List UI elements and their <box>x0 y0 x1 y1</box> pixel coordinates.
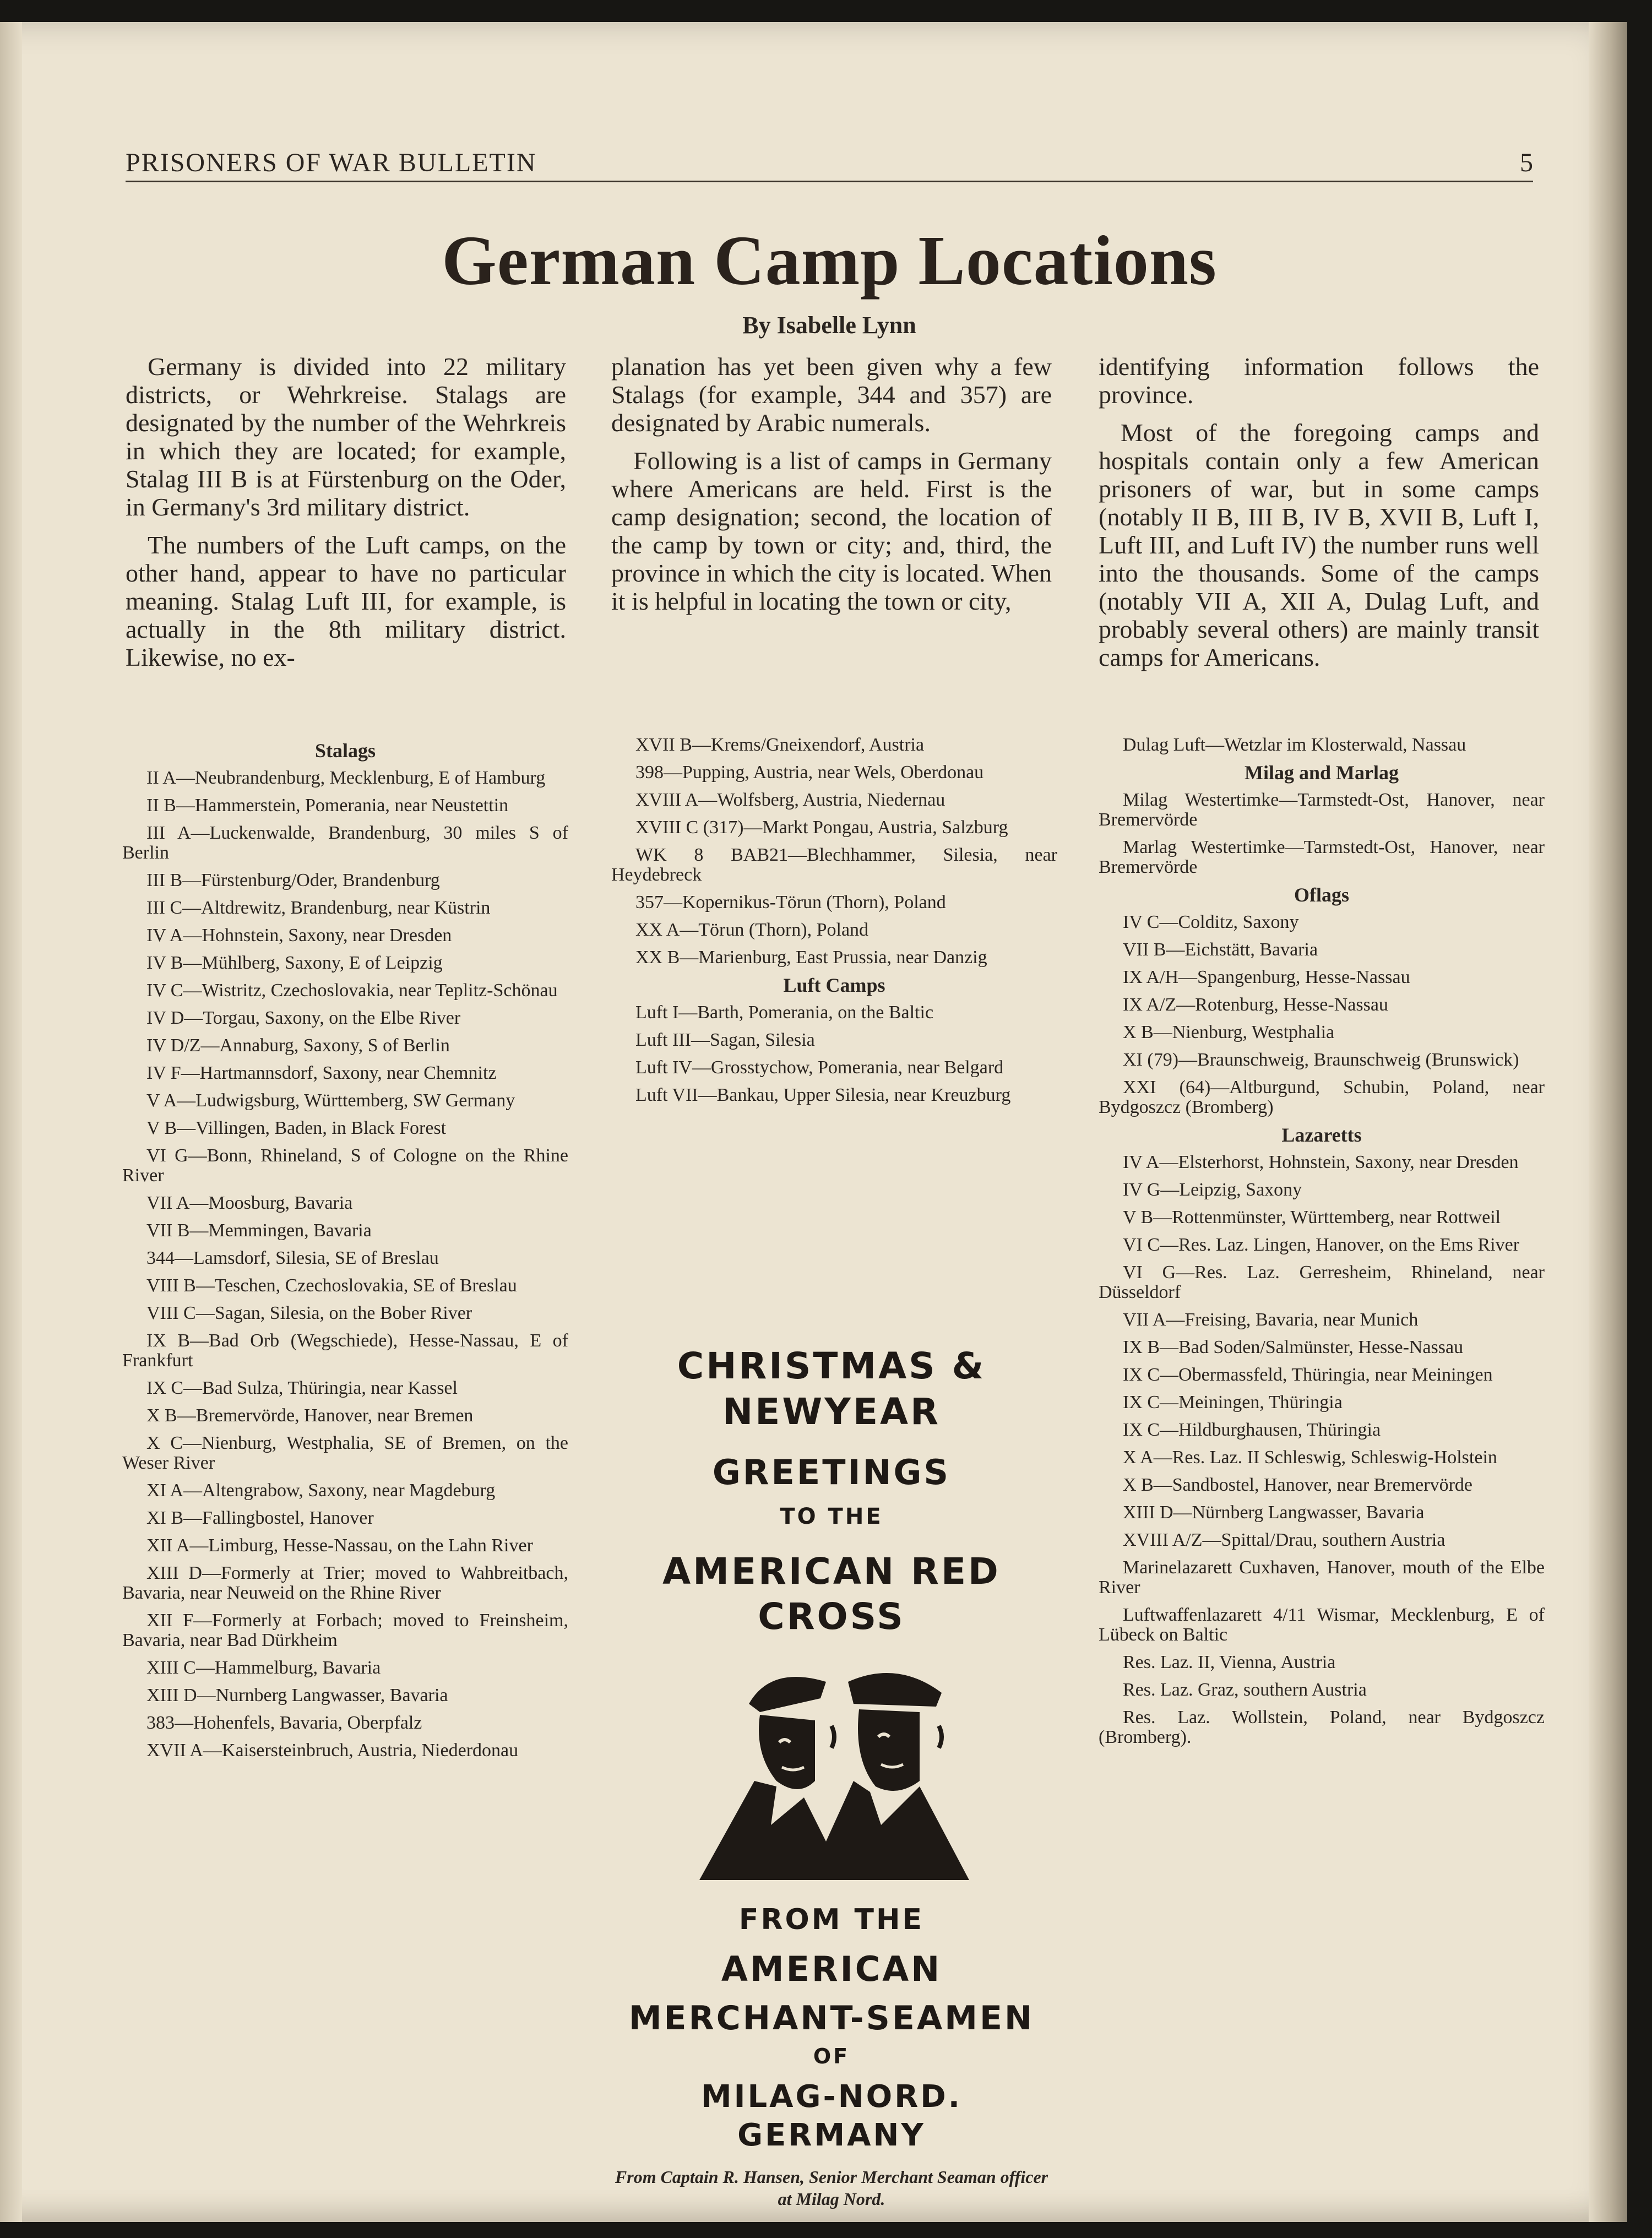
list-heading: Luft Camps <box>783 974 885 996</box>
greeting-advertisement <box>611 1344 1052 2210</box>
camp-entry: VII B—Eichstätt, Bavaria <box>1123 939 1318 960</box>
camp-entry: Dulag Luft—Wetzlar im Klosterwald, Nassau <box>1123 735 1466 755</box>
ad-line: CHRISTMAS & NEWYEAR <box>677 1345 986 1433</box>
camp-entry: Marinelazarett Cuxhaven, Hanover, mouth of the Elbe River <box>1099 1557 1545 1598</box>
camp-entry: XI (79)—Braunschweig, Braunschweig (Brunswick) <box>1123 1050 1519 1070</box>
camp-entry: VIII C—Sagan, Silesia, on the Bober River <box>146 1303 472 1323</box>
camp-entry: 383—Hohenfels, Bavaria, Oberpfalz <box>146 1713 422 1733</box>
intro-paragraph: Following is a list of camps in Germany where Americans are held. First is the camp designation; second, the location of the camp by town or city; and, third, the province in which the city is located. When it is helpful in locating the town or city, <box>611 447 1052 615</box>
intro-paragraph: Germany is divided into 22 military districts, or Wehrkreise. Stalags are designated by the number of the Wehrkreis in which they are located; for example, Stalag III B is at Fürstenburg on the Oder, in Germany's 3rd military district. <box>126 352 566 521</box>
camp-entry: Luft III—Sagan, Silesia <box>635 1030 815 1050</box>
list-heading: Lazaretts <box>1281 1124 1362 1146</box>
page-gutter <box>0 22 22 2222</box>
camp-entry: VI G—Bonn, Rhineland, S of Cologne on the Rhine River <box>122 1145 568 1186</box>
camp-entry: V A—Ludwigsburg, Württemberg, SW Germany <box>146 1090 515 1111</box>
camp-entry: VII B—Memmingen, Bavaria <box>146 1220 372 1241</box>
bulletin-page <box>0 22 1627 2222</box>
two-sailors-illustration <box>688 1660 975 1880</box>
dulag-oflag-lazarett-list <box>1099 735 1545 1755</box>
ad-line: TO THE <box>780 1503 883 1529</box>
camp-entry: Res. Laz. Graz, southern Austria <box>1123 1680 1367 1700</box>
list-heading: Stalags <box>314 740 376 762</box>
camp-entry: V B—Villingen, Baden, in Black Forest <box>146 1118 447 1138</box>
camp-entry: IX C—Meiningen, Thüringia <box>1123 1392 1343 1413</box>
intro-paragraph: Most of the foregoing camps and hospitals contain only a few American prisoners of war, but in some camps (notably II B, III B, IV B, XVII B, Luft I, Luft III, and Luft IV) the number runs well into the thousands. Some of the camps (notably VII A, XII A, Dulag Luft, and probably several others) are mainly transit camps for Americans. <box>1099 419 1539 671</box>
camp-entry: Luft VII—Bankau, Upper Silesia, near Kreuzburg <box>635 1085 1011 1105</box>
camp-entry: VI G—Res. Laz. Gerresheim, Rhineland, near Düsseldorf <box>1099 1262 1545 1302</box>
camp-entry: IV B—Mühlberg, Saxony, E of Leipzig <box>146 953 443 973</box>
camp-entry: XVIII C (317)—Markt Pongau, Austria, Salzburg <box>635 817 1008 838</box>
intro-paragraph: planation has yet been given why a few Stalags (for example, 344 and 357) are designated by Arabic numerals. <box>611 352 1052 437</box>
running-title: PRISONERS OF WAR BULLETIN <box>126 148 537 177</box>
camp-entry: VII A—Freising, Bavaria, near Munich <box>1123 1310 1419 1330</box>
camp-entry: VII A—Moosburg, Bavaria <box>146 1193 353 1213</box>
camp-entry: XVIII A/Z—Spittal/Drau, southern Austria <box>1123 1530 1446 1550</box>
camp-entry: 357—Kopernikus-Törun (Thorn), Poland <box>635 892 946 912</box>
camp-entry: XX B—Marienburg, East Prussia, near Danzig <box>635 947 987 968</box>
camp-entry: Luft IV—Grosstychow, Pomerania, near Belgard <box>635 1057 1004 1078</box>
ad-line: GREETINGS <box>712 1452 951 1492</box>
camp-entry: 398—Pupping, Austria, near Wels, Oberdonau <box>635 762 984 783</box>
camp-entry: WK 8 BAB21—Blechhammer, Silesia, near Heydebreck <box>611 845 1057 885</box>
camp-entry: XI B—Fallingbostel, Hanover <box>146 1508 374 1528</box>
list-heading: Oflags <box>1294 884 1349 906</box>
ad-line: MERCHANT-SEAMEN <box>628 1999 1035 2038</box>
camp-entry: Res. Laz. II, Vienna, Austria <box>1123 1652 1336 1672</box>
camp-entry: III C—Altdrewitz, Brandenburg, near Küstrin <box>146 898 491 918</box>
camp-entry: XII A—Limburg, Hesse-Nassau, on the Lahn River <box>146 1535 533 1556</box>
camp-entry: Luftwaffenlazarett 4/11 Wismar, Mecklenburg, E of Lübeck on Baltic <box>1099 1605 1545 1645</box>
ad-line: OF <box>813 2044 850 2068</box>
camp-entry: XVIII A—Wolfsberg, Austria, Niedernau <box>635 790 945 810</box>
intro-column-1 <box>126 352 566 681</box>
camp-entry: IV G—Leipzig, Saxony <box>1123 1180 1302 1200</box>
stalags-list <box>122 735 568 1768</box>
camp-entry: XXI (64)—Altburgund, Schubin, Poland, near Bydgoszcz (Bromberg) <box>1099 1077 1545 1117</box>
camp-entry: IV A—Elsterhorst, Hohnstein, Saxony, near Dresden <box>1123 1152 1519 1172</box>
camp-entry: Res. Laz. Wollstein, Poland, near Bydgoszcz (Bromberg). <box>1099 1707 1545 1747</box>
camp-entry: III B—Fürstenburg/Oder, Brandenburg <box>146 870 440 890</box>
camp-entry: II A—Neubrandenburg, Mecklenburg, E of Hamburg <box>146 768 546 788</box>
camp-entry: X C—Nienburg, Westphalia, SE of Bremen, on the Weser River <box>122 1433 568 1473</box>
camp-entry: IX C—Obermassfeld, Thüringia, near Meiningen <box>1123 1365 1493 1385</box>
camp-entry: X A—Res. Laz. II Schleswig, Schleswig-Holstein <box>1123 1447 1497 1468</box>
camp-entry: XIII D—Formerly at Trier; moved to Wahbreitbach, Bavaria, near Neuweid on the Rhine River <box>122 1563 568 1603</box>
camp-entry: XI A—Altengrabow, Saxony, near Magdeburg <box>146 1480 496 1501</box>
stalags-luft-list <box>611 735 1057 1113</box>
camp-entry: X B—Sandbostel, Hanover, near Bremervörde <box>1123 1475 1473 1495</box>
camp-entry: XIII D—Nürnberg Langwasser, Bavaria <box>1123 1502 1425 1523</box>
camp-entry: Luft I—Barth, Pomerania, on the Baltic <box>635 1002 934 1023</box>
camp-entry: Marlag Westertimke—Tarmstedt-Ost, Hanover, near Bremervörde <box>1099 837 1545 877</box>
camp-entry: X B—Bremervörde, Hanover, near Bremen <box>146 1405 474 1426</box>
camp-entry: IV D/Z—Annaburg, Saxony, S of Berlin <box>146 1035 450 1056</box>
camp-entry: XII F—Formerly at Forbach; moved to Freinsheim, Bavaria, near Bad Dürkheim <box>122 1610 568 1650</box>
camp-entry: XVII A—Kaisersteinbruch, Austria, Niederdonau <box>146 1740 519 1761</box>
camp-entry: IV D—Torgau, Saxony, on the Elbe River <box>146 1008 461 1028</box>
camp-entry: IV C—Wistritz, Czechoslovakia, near Teplitz-Schönau <box>146 980 558 1001</box>
intro-column-2 <box>611 352 1052 625</box>
intro-paragraph: identifying information follows the province. <box>1099 352 1539 409</box>
ad-line: FROM THE <box>738 1903 925 1936</box>
camp-entry: III A—Luckenwalde, Brandenburg, 30 miles S of Berlin <box>122 823 568 863</box>
intro-paragraph: The numbers of the Luft camps, on the other hand, appear to have no particular meaning. Stalag Luft III, for example, is actually in the 8th military district. Likewise, no ex- <box>126 531 566 671</box>
intro-column-3 <box>1099 352 1539 681</box>
page-edge-shadow <box>1589 22 1627 2222</box>
ad-line: MILAG-NORD. GERMANY <box>700 2078 963 2153</box>
camp-entry: 344—Lamsdorf, Silesia, SE of Breslau <box>146 1248 439 1268</box>
camp-entry: V B—Rottenmünster, Württemberg, near Rottweil <box>1123 1207 1501 1227</box>
camp-entry: Milag Westertimke—Tarmstedt-Ost, Hanover, near Bremervörde <box>1099 790 1545 830</box>
camp-entry: IV A—Hohnstein, Saxony, near Dresden <box>146 925 452 946</box>
camp-entry: IX C—Bad Sulza, Thüringia, near Kassel <box>146 1378 458 1398</box>
camp-entry: IX B—Bad Orb (Wegschiede), Hesse-Nassau, E of Frankfurt <box>122 1330 568 1371</box>
camp-entry: X B—Nienburg, Westphalia <box>1123 1022 1335 1042</box>
article-byline: By Isabelle Lynn <box>742 312 916 339</box>
camp-entry: VIII B—Teschen, Czechoslovakia, SE of Breslau <box>146 1275 517 1296</box>
camp-entry: IX C—Hildburghausen, Thüringia <box>1123 1420 1381 1440</box>
camp-entry: IV F—Hartmannsdorf, Saxony, near Chemnitz <box>146 1063 497 1083</box>
camp-entry: VI C—Res. Laz. Lingen, Hanover, on the Ems River <box>1123 1235 1520 1255</box>
camp-entry: XVII B—Krems/Gneixendorf, Austria <box>635 735 925 755</box>
ad-line: AMERICAN <box>721 1948 942 1989</box>
camp-entry: XIII C—Hammelburg, Bavaria <box>146 1658 381 1678</box>
camp-entry: XX A—Törun (Thorn), Poland <box>635 920 869 940</box>
page-number: 5 <box>1520 148 1533 177</box>
camp-entry: II B—Hammerstein, Pomerania, near Neustettin <box>146 795 509 816</box>
article-title: German Camp Locations <box>442 221 1217 300</box>
camp-entry: XIII D—Nurnberg Langwasser, Bavaria <box>146 1685 448 1705</box>
page-header <box>126 148 1533 182</box>
ad-credit: From Captain R. Hansen, Senior Merchant Seaman officer at Milag Nord. <box>615 2166 1048 2209</box>
camp-entry: IV C—Colditz, Saxony <box>1123 912 1299 932</box>
list-heading: Milag and Marlag <box>1245 762 1399 784</box>
camp-entry: IX A/Z—Rotenburg, Hesse-Nassau <box>1123 995 1388 1015</box>
ad-line: AMERICAN RED CROSS <box>662 1550 1001 1638</box>
camp-entry: IX B—Bad Soden/Salmünster, Hesse-Nassau <box>1123 1337 1464 1357</box>
camp-entry: IX A/H—Spangenburg, Hesse-Nassau <box>1123 967 1410 987</box>
